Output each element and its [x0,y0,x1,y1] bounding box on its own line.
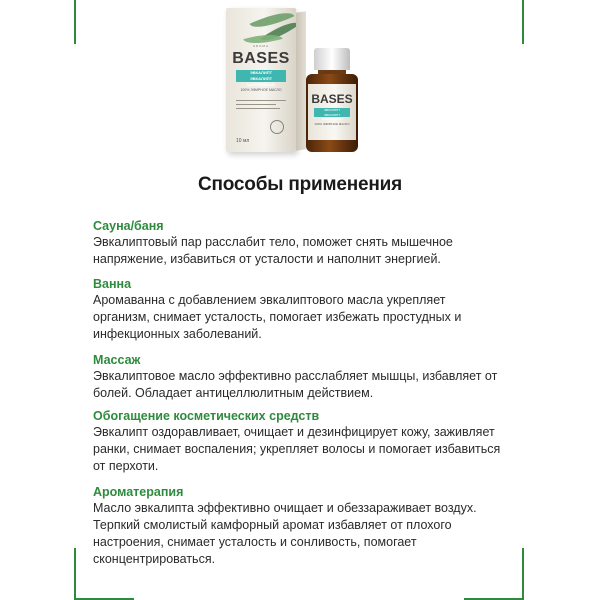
box-volume: 10 мл [236,138,250,144]
box-divider [236,100,286,101]
product-box-side [296,11,306,150]
bottle-cap [314,48,350,70]
section-cosmetics [93,408,513,475]
section-line: сконцентрироваться. [93,552,216,566]
box-divider [236,104,276,105]
section-bath [93,276,513,343]
frame-corner-top-right [522,0,524,44]
section-line: Аромаванна с добавлением эвкалиптового масла укрепляет [93,293,446,307]
section-massage [93,352,513,402]
product-box [226,8,296,152]
bottle-tag-line2: ЭВКАЛИПТ ШАРИКОВЫЙ [322,112,342,121]
section-title: Обогащение косметических средств [93,409,320,423]
section-line: Эвкалиптовый пар расслабит тело, поможет снять мышечное [93,235,453,249]
frame-corner-bottom-left-vertical [74,548,76,600]
frame-corner-top-left [74,0,76,44]
product-image [200,0,400,160]
section-line: настроения, снимает усталость и сонливость, помогает [93,535,417,549]
page-title: Способы применения [197,174,403,195]
box-brand: BASES [232,50,290,67]
section-line: от перхоти. [93,459,159,473]
box-tag-line2: ЭВКАЛИПТ ШАРИКОВЫЙ [247,76,275,87]
section-title: Сауна/баня [93,219,164,233]
section-aromatherapy [93,484,513,568]
section-line: напряжение, избавиться от усталости и наполнит энергией. [93,252,441,266]
box-tag-line1: ЭВКАЛИПТ [249,70,273,75]
section-line: болей. Обладает антицеллюлитным действием. [93,386,374,400]
product-bottle [306,48,358,152]
section-line: Эвкалиптовое масло эффективно расслабляет мышцы, избавляет от [93,369,498,383]
section-sauna [93,218,513,268]
section-line: ранки, снимает воспаления; укрепляет волосы и помогает избавиться [93,442,501,456]
section-title: Ванна [93,277,132,291]
bottle-tag [314,108,350,121]
quality-seal-icon [270,120,284,134]
section-line: Терпкий смолистый камфорный аромат избавляет от плохого [93,518,452,532]
box-divider [236,108,280,109]
box-brand-prefix: AROMA [252,44,269,48]
box-product-tag [236,70,286,87]
frame-corner-bottom-right-vertical [522,548,524,600]
section-line: инфекционных заболеваний. [93,327,262,341]
section-line: Эвкалипт оздоравливает, очищает и дезинфицирует кожу, заживляет [93,425,495,439]
section-line: Масло эвкалипта эффективно очищает и обеззараживает воздух. [93,501,477,515]
bottle-label [308,84,356,140]
bottle-oil-type: 100% ЭФИРНОЕ МАСЛО [314,122,350,126]
bottle-brand: BASES [311,92,353,106]
bottle-tag-line1: ЭВКАЛИПТ [323,108,341,112]
section-title: Ароматерапия [93,485,184,499]
box-oil-type: 100% ЭФИРНОЕ МАСЛО [240,88,282,92]
section-line: организм, снимает усталость, помогает избежать простудных и [93,310,462,324]
section-title: Массаж [93,353,141,367]
